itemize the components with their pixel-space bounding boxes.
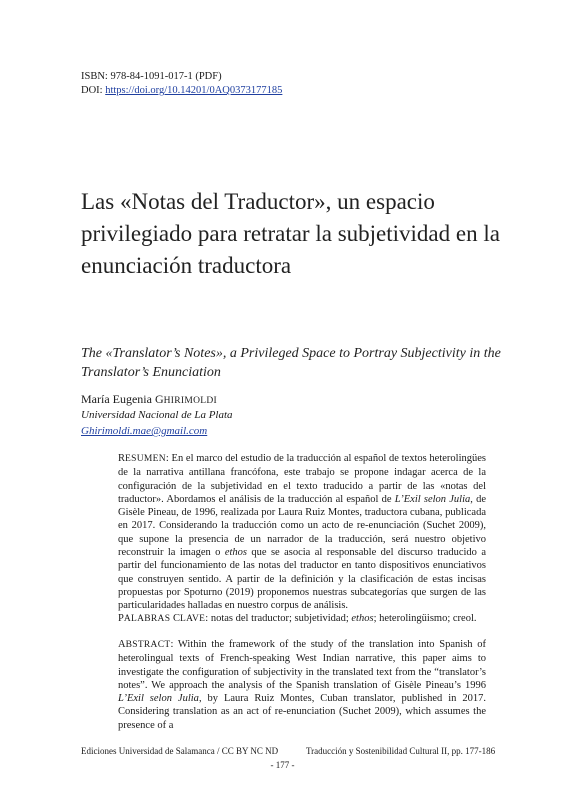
page-number: - 177 - [270,760,295,770]
isbn-line: ISBN: 978-84-1091-017-1 (PDF) [81,71,222,82]
author-surname-rest: HIRIMOLDI [163,396,217,406]
abstract-text-1: : Within the framework of the study of the translation into Spanish of heterolingual texts of French-speaking West Indian narrative, this paper aims to investigate the configuration of subjectivity in the translated text from the “translator’s notes”. We approach the analysis of the Spanish translation of Gisèle Pineau’s 1996 [118,639,486,691]
resumen-book-title: L’Exil selon Julia [394,493,471,505]
abstract-book-title: L’Exil selon Julia [118,693,199,705]
resumen-label-initial: R [118,453,126,464]
keywords-text-1: : notas del traductor; subjetividad; [205,613,352,624]
doi-link[interactable]: https://doi.org/10.14201/0AQ0373177185 [105,85,283,96]
keywords-label-rest-2: LAVE [179,614,206,624]
header-block [81,70,282,98]
resumen-text-2: , de Gisèle Pineau, de 1996, realizada por Laura Ruiz Montes, traductora cubana, publicada en 2017. Considerando la traducción como un acto de re-enunciación (Suchet 2009), que supone la presencia de un narrador de la traducción, será nuestro objetivo reconstruir la imagen o [118,493,487,559]
author-surname-initial: G [154,392,164,406]
author-name [81,392,217,409]
author-email [81,424,207,439]
author-affiliation: Universidad Nacional de La Plata [81,409,233,421]
abstract-text-2: , by Laura Ruiz Montes, Cuban translator, published in 2017. Considering translation as an act of re-enunciation (Suchet 2009), which assumes the presence of a [118,693,486,731]
abstract-label-initial: A [118,639,126,650]
resumen-text-1: : En el marco del estudio de la traducción al español de textos heterolingües de la narrativa antillana francófona, este trabajo se propone indagar acerca de la configuración de la subjetividad en el texto traducido a partir de las «notas del traductor». Abordamos el análisis de la traducción al español de [118,453,486,505]
abstract-paragraph [118,638,486,732]
doi-label: DOI: [81,85,106,96]
doi-line [81,84,282,98]
keywords-label-initial-1: P [118,613,124,624]
author-given-name: María Eugenia [81,392,155,406]
english-title: The «Translator’s Notes», a Privileged Space to Portray Subjectivity in the Translator’s Enunciation [81,346,501,380]
email-link[interactable]: Ghirimoldi.mae@gmail.com [81,425,208,437]
footer-journal: Traducción y Sostenibilidad Cultural II, pp. 177-186 [306,746,496,756]
keywords-paragraph [118,612,486,626]
resumen-paragraph [118,452,486,613]
resumen-ethos: ethos [224,547,247,559]
keywords-label-rest-1: ALABRAS [123,614,173,624]
keywords-text-2: ; heterolingüismo; creol. [373,613,477,624]
abstract-label-rest: BSTRACT [125,640,171,650]
resumen-text-3: que se asocia al responsable del discurso traducido a partir del funcionamiento de las notas del traductor en tanto dispositivos enunciativos que construyen sentido. A partir de la definición y la clasificación de estas incisas propuestas por Spoturno (2019) proponemos nuestras subcategorías que surgen de las particularidades halladas en nuestro corpus de análisis. [118,547,486,612]
keywords-label-initial-2: C [172,613,180,624]
keywords-ethos: ethos [351,613,374,624]
article-title: Las «Notas del Traductor», un espacio privilegiado para retratar la subjetividad en la enunciación traductora [81,189,500,278]
resumen-label-rest: ESUMEN [125,454,166,464]
footer-publisher: Ediciones Universidad de Salamanca / CC BY NC ND [81,746,279,756]
